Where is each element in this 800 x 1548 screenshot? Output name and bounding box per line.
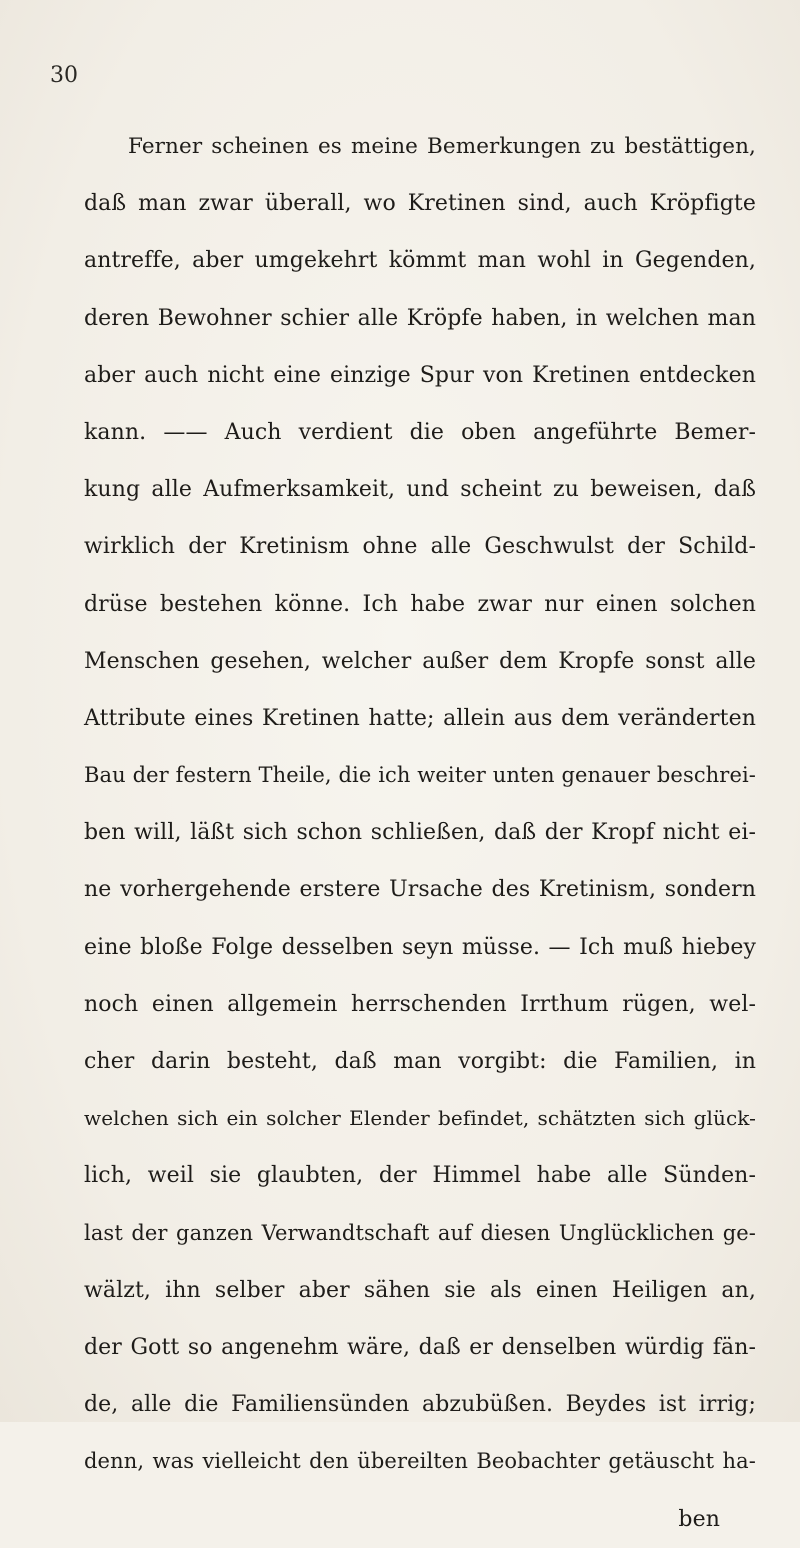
text-line: wälzt, ihn selber aber sähen sie als einen Heiligen an, [84,1277,756,1303]
text-line: deren Bewohner schier alle Kröpfe haben, in welchen man [84,305,756,331]
text-line: denn, was vielleicht den übereilten Beobachter getäuscht ha- [84,1449,756,1474]
text-line: de, alle die Familiensünden abzubüßen. Beydes ist irrig; [84,1392,756,1418]
text-line: antreffe, aber umgekehrt kömmt man wohl in Gegenden, [84,248,756,274]
catchword: ben [678,1506,720,1532]
text-line: Attribute eines Kretinen hatte; allein aus dem veränderten [84,705,756,731]
text-line: wirklich der Kretinism ohne alle Geschwulst der Schild- [84,534,756,560]
text-line: welchen sich ein solcher Elender befindet, schätzten sich glück- [84,1106,756,1131]
text-line: cher darin besteht, daß man vorgibt: die Familien, in [84,1049,756,1074]
text-line: kann. —— Auch verdient die oben angeführte Bemer- [84,419,756,445]
text-line: lich, weil sie glaubten, der Himmel habe alle Sünden- [84,1163,756,1189]
text-line: drüse bestehen könne. Ich habe zwar nur einen solchen [84,591,756,617]
text-line: daß man zwar überall, wo Kretinen sind, auch Kröpfigte [84,191,756,217]
text-line: Menschen gesehen, welcher außer dem Kropfe sonst alle [84,648,756,674]
text-line: ne vorhergehende erstere Ursache des Kretinism, sondern [84,877,756,903]
text-line: der Gott so angenehm wäre, daß er denselben würdig fän- [84,1334,756,1360]
text-line: eine bloße Folge desselben seyn müsse. — Ich muß hiebey [84,934,756,960]
page-number: 30 [50,63,78,88]
body-text [84,118,756,1548]
text-line: last der ganzen Verwandtschaft auf diesen Unglücklichen ge- [84,1220,756,1245]
text-line: aber auch nicht eine einzige Spur von Kretinen entdecken [84,362,756,388]
text-line: Ferner scheinen es meine Bemerkungen zu bestättigen, [128,134,756,159]
text-line: ben will, läßt sich schon schließen, daß der Kropf nicht ei- [84,820,756,846]
text-line: kung alle Aufmerksamkeit, und scheint zu beweisen, daß [84,477,756,503]
text-line: Bau der festern Theile, die ich weiter unten genauer beschrei- [84,763,756,788]
text-line: noch einen allgemein herrschenden Irrthum rügen, wel- [84,991,756,1017]
